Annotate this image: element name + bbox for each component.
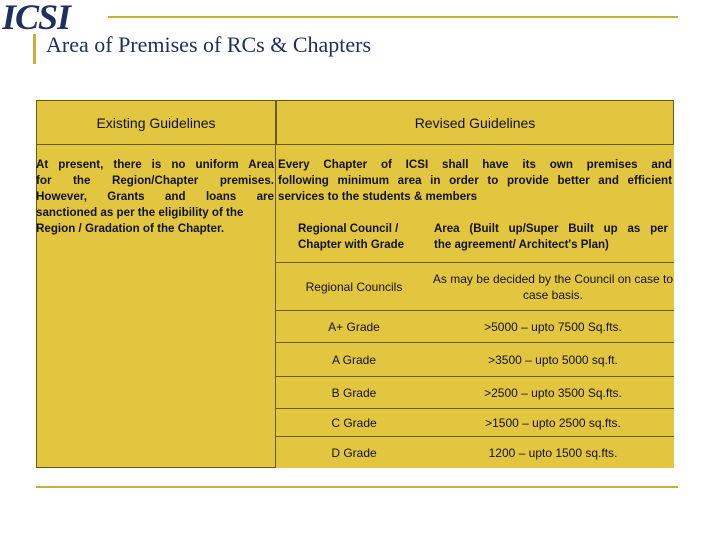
page-title: Area of Premises of RCs & Chapters: [46, 32, 372, 57]
subheader-area-line: the agreement/ Architect's Plan): [434, 239, 609, 251]
grade-cell: Regional Councils: [305, 280, 403, 294]
title-accent-bar: [33, 34, 36, 64]
subheader-area-line: Area (Built up/Super Built up as per: [434, 223, 668, 235]
existing-text-line: sanctioned as per the eligibility of the: [36, 206, 244, 219]
grade-cell: C Grade: [331, 416, 377, 430]
area-cell: >3500 – upto 5000 sq.ft.: [488, 353, 618, 367]
table-row: [276, 408, 674, 437]
grade-cell: A Grade: [331, 353, 377, 367]
revised-intro-line: following minimum area in order to provide better and efficient: [278, 174, 672, 187]
grade-cell: A+ Grade: [328, 320, 380, 334]
column-header-existing: Existing Guidelines: [36, 100, 276, 145]
area-cell: 1200 – upto 1500 sq.fts.: [488, 446, 618, 460]
header-rule: [108, 16, 678, 18]
subheader-grade-line: Regional Council /: [298, 223, 399, 235]
existing-text-line: At present, there is no uniform Area: [36, 158, 274, 171]
table-row: [276, 310, 674, 343]
column-header-revised: Revised Guidelines: [276, 100, 674, 145]
grade-cell: D Grade: [331, 446, 377, 460]
table-row: [276, 436, 674, 469]
table-row: [276, 262, 674, 311]
grade-cell: B Grade: [331, 386, 377, 400]
existing-text-line: However, Grants and loans are: [36, 190, 274, 203]
guidelines-table: [36, 100, 674, 468]
table-row: [276, 342, 674, 377]
area-cell: >1500 – upto 2500 sq.fts.: [485, 416, 621, 430]
area-cell: >5000 – upto 7500 Sq.fts.: [484, 320, 622, 334]
table-row: [276, 376, 674, 409]
icsi-logo: ICSI: [2, 0, 71, 34]
revised-intro-line: services to the students & members: [278, 190, 478, 203]
footer-rule: [36, 486, 678, 488]
area-cell: >2500 – upto 3500 Sq.fts.: [484, 386, 622, 400]
area-cell: As may be decided by the Council on case to case basis.: [432, 272, 674, 302]
revised-intro-line: Every Chapter of ICSI shall have its own premises and: [278, 158, 672, 171]
existing-text-line: Region / Gradation of the Chapter.: [36, 222, 225, 235]
subheader-grade-line: Chapter with Grade: [298, 239, 405, 251]
existing-text-line: for the Region/Chapter premises.: [36, 174, 274, 187]
